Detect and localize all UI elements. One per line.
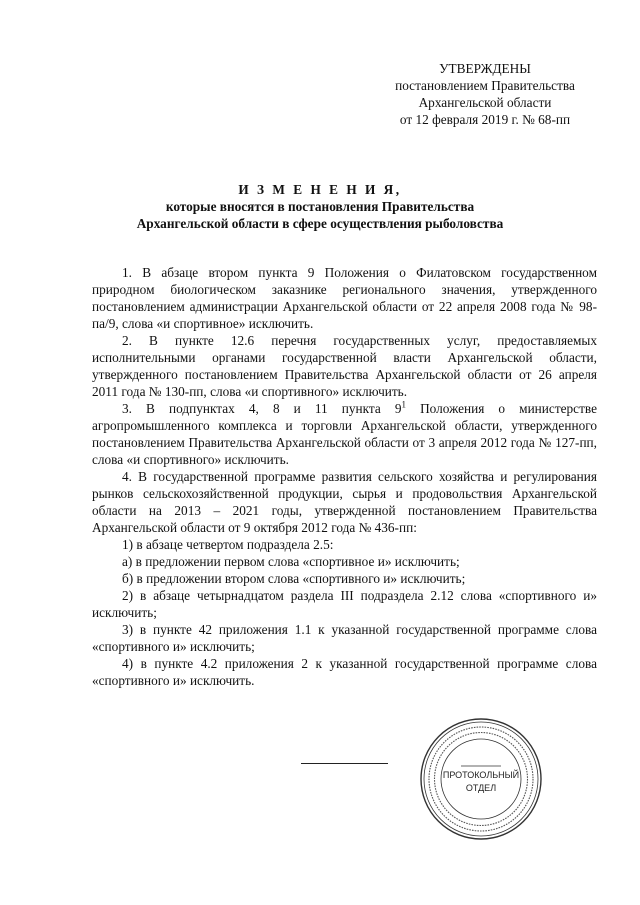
approval-block (360, 60, 610, 128)
heading-subtitle: которые вносятся в постановления Правительства (165, 199, 475, 214)
paragraph-1: 1. В абзаце втором пункта 9 Положения о Филатовском государственном природном биологическом заказнике регионального значения, утвержденного постановлением администрации Архангельской области от 22 апреля 2008 года № 98-па/9, слова «и спортивное» исключить. (92, 265, 597, 331)
document-body (92, 264, 597, 689)
stamp-text: ПРОТОКОЛЬНЫЙ (442, 770, 520, 780)
document-heading (60, 181, 580, 232)
approval-title: УТВЕРЖДЕНЫ (439, 61, 531, 76)
heading-subtitle: Архангельской области в сфере осуществления рыболовства (136, 216, 504, 231)
paragraph-3-end: Положения о министерстве агропромышленного комплекса и торговли Архангельской области, утвержденного постановлением Правительства Архангельской области от 3 апреля 2012 года № 127-пп, слова «и спортивного» исключить. (92, 401, 597, 467)
official-stamp (418, 716, 544, 842)
superscript: 1 (401, 399, 406, 410)
subitem-3: 3) в пункте 42 приложения 1.1 к указанной государственной программе слова «спортивного и» исключить; (92, 622, 597, 654)
approval-date: от 12 февраля 2019 г. № 68-пп (399, 112, 571, 127)
subitem-1: 1) в абзаце четвертом подраздела 2.5: (122, 537, 334, 552)
heading-title: И З М Е Н Е Н И Я, (238, 182, 402, 197)
approval-line: постановлением Правительства (395, 78, 575, 93)
subitem-2: 2) в абзаце четырнадцатом раздела III подраздела 2.12 слова «спортивного и» исключить; (92, 588, 597, 620)
subitem-1b: б) в предложении втором слова «спортивного и» исключить; (122, 571, 466, 586)
paragraph-4: 4. В государственной программе развития сельского хозяйства и регулирования рынков сельскохозяйственной продукции, сырья и продовольствия Архангельской области на 2013 – 2021 годы, утвержденной постановлением Правительства Архангельской области от 9 октября 2012 года № 436-пп: (92, 469, 597, 535)
subitem-1a: а) в предложении первом слова «спортивное и» исключить; (122, 554, 460, 569)
subitem-4: 4) в пункте 4.2 приложения 2 к указанной государственной программе слова «спортивного и» исключить. (92, 656, 597, 688)
stamp-text: ОТДЕЛ (465, 783, 497, 793)
paragraph-3-start: 3. В подпунктах 4, 8 и 11 пункта 9 (122, 401, 402, 416)
paragraph-3 (92, 400, 597, 468)
paragraph-2: 2. В пункте 12.6 перечня государственных услуг, предоставляемых исполнительными органами государственной власти Архангельской области, утвержденного постановлением Правительства Архангельской области от 26 апреля 2011 года № 130-пп, слова «и спортивного» исключить. (92, 333, 597, 399)
approval-line: Архангельской области (418, 95, 552, 110)
closing-line (301, 763, 388, 764)
